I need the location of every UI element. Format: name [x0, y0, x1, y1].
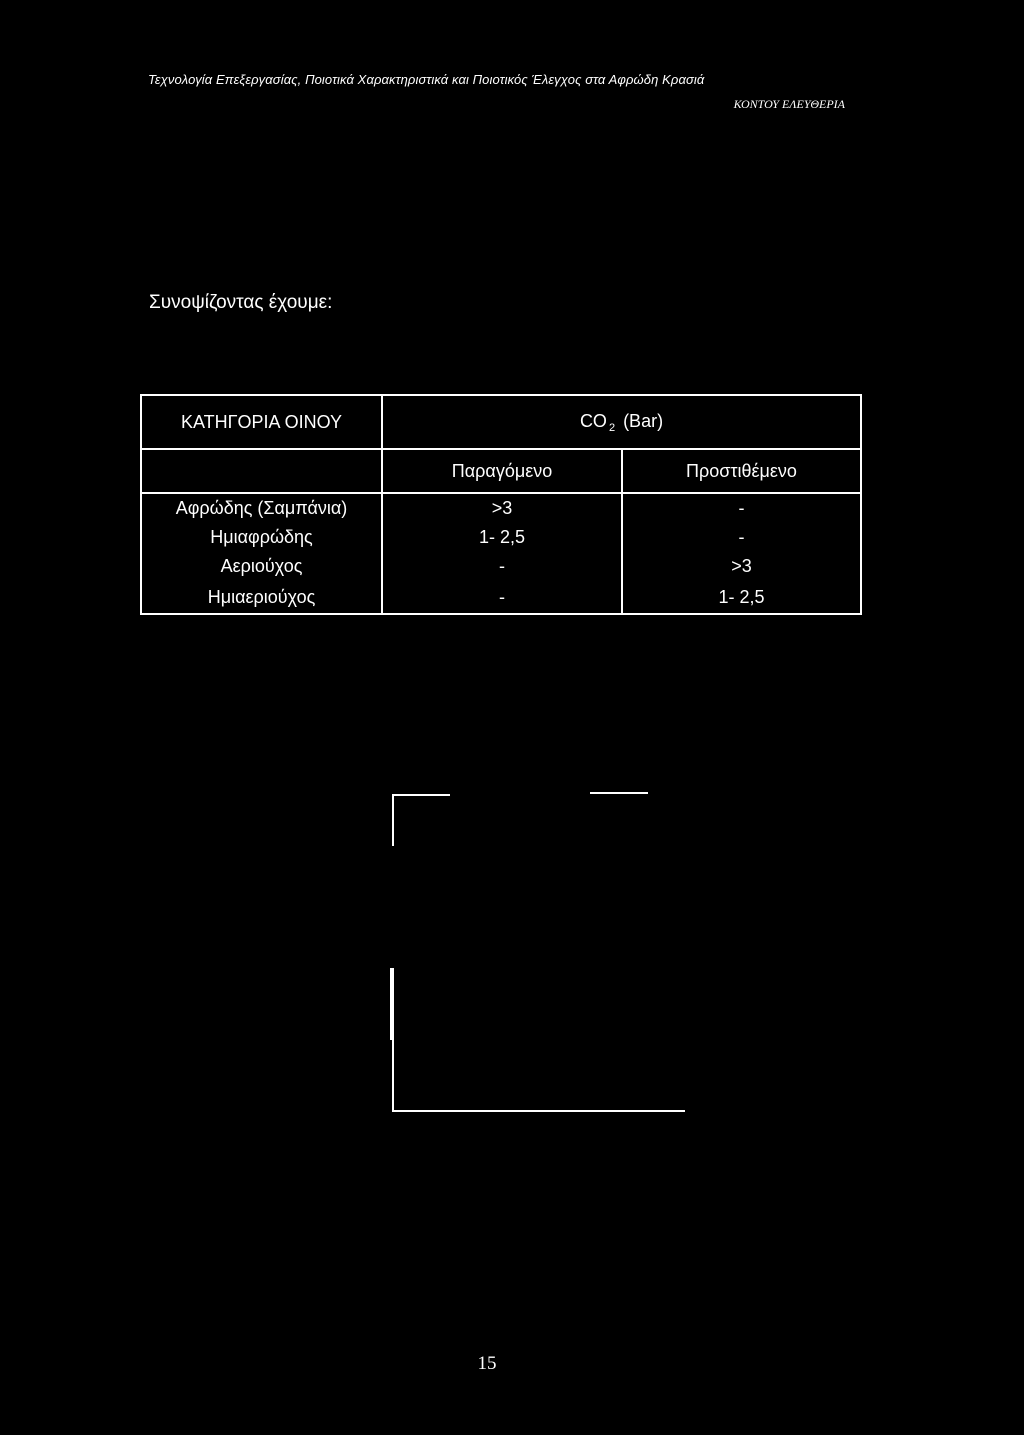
category-cell: Αφρώδης (Σαμπάνια) [141, 493, 382, 523]
frame-bottom-line [392, 1110, 685, 1112]
produced-cell: - [382, 552, 622, 581]
category-cell: Ημιαεριούχος [141, 581, 382, 614]
produced-header: Παραγόμενο [382, 449, 622, 493]
produced-cell: >3 [382, 493, 622, 523]
produced-cell: 1- 2,5 [382, 523, 622, 552]
empty-header-cell [141, 449, 382, 493]
frame-top-left-line [392, 794, 450, 796]
co2-subscript: 2 [608, 421, 616, 434]
wine-co2-table [140, 394, 862, 615]
frame-left-upper-line [392, 794, 394, 846]
summary-intro: Συνοψίζοντας έχουμε: [149, 292, 333, 313]
frame-top-right-line [590, 792, 648, 794]
produced-cell: - [382, 581, 622, 614]
table-row [141, 493, 861, 523]
added-cell: - [622, 493, 861, 523]
table-row [141, 581, 861, 614]
page-number: 15 [477, 1353, 497, 1374]
added-cell: >3 [622, 552, 861, 581]
category-cell: Αεριούχος [141, 552, 382, 581]
table-header-row [141, 395, 861, 449]
co2-label: CO [579, 410, 607, 431]
added-cell: - [622, 523, 861, 552]
added-cell: 1- 2,5 [622, 581, 861, 614]
co2-unit: (Bar) [623, 410, 664, 431]
added-header: Προστιθέμενο [622, 449, 861, 493]
frame-left-lower-mark [390, 968, 394, 1040]
co2-header [382, 395, 861, 449]
table-row [141, 552, 861, 581]
running-header-title: Τεχνολογία Επεξεργασίας, Ποιοτικά Χαρακτηριστικά και Ποιοτικός Έλεγχος στα Αφρώδη Κρασιά [148, 72, 705, 87]
running-header-author: ΚΟΝΤΟΥ ΕΛΕΥΘΕΡΙΑ [733, 97, 845, 111]
table-row [141, 523, 861, 552]
table-subheader-row [141, 449, 861, 493]
category-header: ΚΑΤΗΓΟΡΙΑ ΟΙΝΟΥ [141, 395, 382, 449]
category-cell: Ημιαφρώδης [141, 523, 382, 552]
